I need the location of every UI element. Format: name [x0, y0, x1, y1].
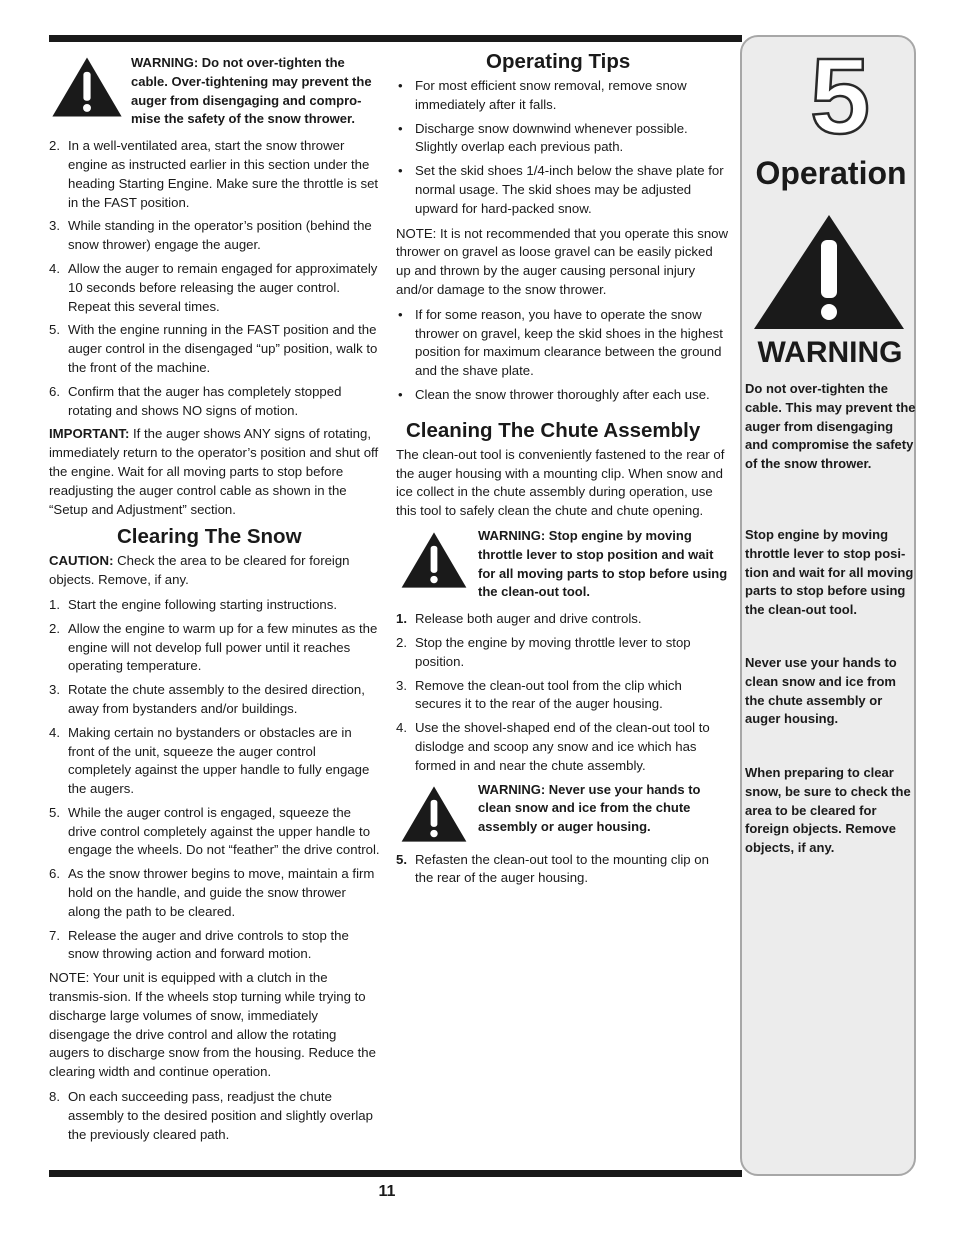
sidebar-note: Do not over-tighten the cable. This may prevent the auger from disengaging and compromise the safety of the snow thrower. — [745, 381, 916, 472]
hands-warning — [396, 781, 730, 843]
auger-cable-warning — [49, 54, 380, 129]
chapter-number: 5 — [809, 35, 871, 156]
list-item: • For most efficient snow removal, remove snow immediately after it falls. — [396, 77, 730, 115]
sidebar-note: Stop engine by moving throttle lever to stop posi-tion and wait for all moving parts to stop before using the clean-out tool. — [745, 527, 914, 618]
clearing-heading: Clearing The Snow — [117, 525, 302, 549]
cleaning-step-list — [396, 610, 730, 775]
warning-triangle-icon — [396, 785, 472, 843]
warning-text: WARNING: Never use your hands to clean snow and ice from the chute assembly or auger housing. — [478, 781, 701, 835]
sidebar-note: When preparing to clear snow, be sure to check the area to be cleared for foreign objects. Remove objects, if any. — [745, 765, 911, 856]
stop-engine-warning — [396, 527, 730, 602]
tips-list — [396, 77, 730, 219]
middle-column — [396, 50, 730, 893]
list-item: 5. While the auger control is engaged, squeeze the drive control completely against the upper handle to engage the wheels. Do not “feather” the drive control. — [49, 804, 380, 858]
cleaning-intro: The clean-out tool is conveniently fastened to the rear of the auger housing with a mounting clip. When snow and ice collect in the chute assembly during operation, use this tool to safely clean the chute and chute opening. — [396, 446, 725, 519]
list-item: 7. Release the auger and drive controls to stop the snow throwing action and forward motion. — [49, 927, 349, 962]
chapter-title: Operation — [755, 155, 907, 191]
list-item: • Clean the snow thrower thoroughly after each use. — [396, 386, 730, 405]
list-item: 5. Refasten the clean-out tool to the mounting clip on the rear of the auger housing. — [396, 851, 709, 886]
final-step-list — [49, 1088, 380, 1144]
warning-triangle-icon — [751, 212, 907, 332]
gravel-note: NOTE: It is not recommended that you operate this snow thrower on gravel as loose gravel can be easily picked up and thrown by the auger causing personal injury and/or damage to the snow thrower. — [396, 225, 729, 297]
clutch-note: NOTE: Your unit is equipped with a clutch in the transmis-sion. If the wheels stop turning while trying to discharge large volumes of snow, immediately disengage the drive control and allow the rotating augers to discharge snow from the housing. Reduce the clearing width and continue operation. — [49, 970, 376, 1080]
list-item: 5. With the engine running in the FAST position and the auger control in the disengaged “up” position, walk to the front of the machine. — [49, 322, 378, 375]
list-item: 1. Start the engine following starting instructions. — [49, 596, 338, 612]
warning-text: WARNING: Stop engine by moving throttle lever to stop position and wait for all moving parts to stop before using the clean-out tool. — [478, 527, 728, 600]
cleaning-heading: Cleaning The Chute Assembly — [406, 418, 701, 442]
list-item: 8. On each succeeding pass, readjust the chute assembly to the desired position and slightly overlap the previously cleared path. — [49, 1089, 373, 1142]
list-item: 6. Confirm that the auger has completely stopped rotating and shows NO signs of motion. — [49, 383, 342, 418]
top-rule — [49, 35, 742, 42]
list-item: 3. Rotate the chute assembly to the desired direction, away from bystanders and/or buildings. — [49, 682, 365, 716]
setup-step-list — [49, 137, 380, 420]
tips-list-more — [396, 306, 730, 405]
list-item: 2. Allow the engine to warm up for a few minutes as the engine will not develop full power until it reaches operating temperature. — [49, 620, 378, 674]
warning-text: WARNING: Do not over-tighten the cable. Over-tightening may prevent the auger from disengaging and compro-mise the safety of the snow thrower. — [131, 55, 372, 127]
list-item: • If for some reason, you have to operate the snow thrower on gravel, keep the skid shoes in the highest position for maximum clearance between the ground and the shave plate. — [396, 306, 730, 381]
sidebar-note: Never use your hands to clean snow and ice from the chute assembly or auger housing. — [745, 655, 897, 727]
list-item: 2. In a well-ventilated area, start the snow thrower engine as instructed earlier in this section under the heading Starting Engine. Make sure the throttle is set in the FAST position. — [49, 138, 379, 210]
warning-heading: WARNING — [757, 336, 903, 369]
important-note: IMPORTANT: If the auger shows ANY signs of rotating, immediately return to the operator’s position and shut off the engine. Wait for all moving parts to stop before readjusting the auger control cable as shown in the “Setup and Adjustment” section. — [49, 426, 379, 517]
list-item: 1. Release both auger and drive controls. — [396, 611, 642, 627]
list-item: • Discharge snow downwind whenever possible. Slightly overlap each previous path. — [396, 120, 730, 158]
list-item: 6. As the snow thrower begins to move, maintain a firm hold on the handle, and guide the snow thrower along the path to be cleared. — [49, 866, 375, 919]
left-column — [49, 54, 380, 1149]
warning-triangle-icon — [396, 531, 472, 589]
clearing-step-list — [49, 596, 380, 964]
caution-note: CAUTION: Check the area to be cleared for foreign objects. Remove, if any. — [49, 553, 350, 588]
bottom-rule — [49, 1170, 742, 1177]
list-item: 3. While standing in the operator’s position (behind the snow thrower) engage the auger. — [49, 218, 372, 253]
operating-tips-heading: Operating Tips — [486, 50, 631, 73]
list-item: 4. Allow the auger to remain engaged for approximately 10 seconds before releasing the auger control. Repeat this several times. — [49, 260, 378, 314]
list-item: 2. Stop the engine by moving throttle lever to stop position. — [396, 634, 691, 669]
list-item: 3. Remove the clean-out tool from the clip which secures it to the rear of the auger housing. — [396, 677, 682, 712]
list-item: • Set the skid shoes 1/4-inch below the shave plate for normal usage. The skid shoes may be adjusted upward for hard-packed snow. — [396, 162, 730, 218]
page-number: 11 — [378, 1183, 396, 1200]
cleaning-final-step — [396, 851, 730, 889]
list-item: 4. Use the shovel-shaped end of the clean-out tool to dislodge and scoop any snow and ice which has formed in and near the chute assembly. — [396, 720, 710, 773]
list-item: 4. Making certain no bystanders or obstacles are in front of the unit, squeeze the auger control completely against the upper handle to fully engage the augers. — [49, 724, 370, 797]
warning-triangle-icon — [49, 56, 125, 118]
